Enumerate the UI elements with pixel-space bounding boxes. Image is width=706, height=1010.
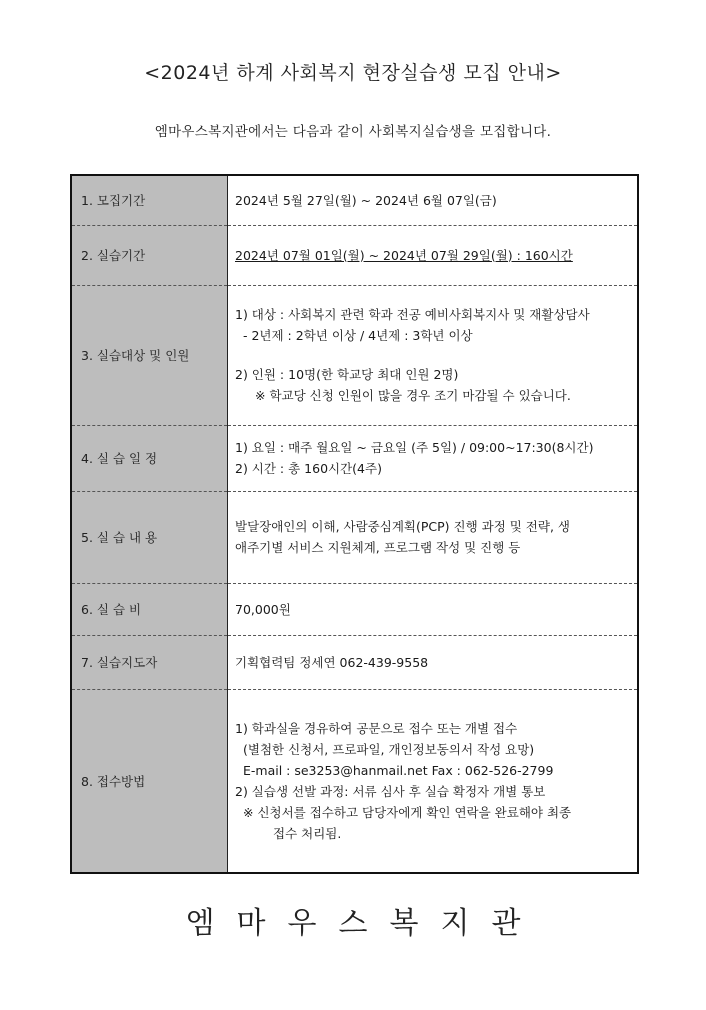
- practice-period-text: 2024년 07월 01일(월) ~ 2024년 07월 29일(월) : 160시간: [235, 247, 573, 263]
- schedule-hours-line: 2) 시간 : 총 160시간(4주): [235, 461, 382, 476]
- row-label-practice-period: 2. 실습기간: [71, 225, 228, 285]
- content-line-1: 발달장애인의 이해, 사람중심계획(PCP) 진행 과정 및 전략, 생: [235, 519, 570, 534]
- application-note-line-2: 접수 처리됨.: [273, 825, 342, 841]
- row-value-recruit-period: [228, 175, 639, 225]
- application-line-1: 1) 학과실을 경유하여 공문으로 접수 또는 개별 접수: [235, 720, 518, 736]
- row-label-recruit-period: 1. 모집기간: [71, 175, 228, 225]
- row-value-target-and-count: [228, 285, 639, 425]
- table-row: [71, 583, 638, 635]
- intro-text: 엠마우스복지관에서는 다음과 같이 사회복지실습생을 모집합니다.: [154, 124, 552, 140]
- row-value-content: [228, 491, 639, 583]
- row-label-content: 5. 실 습 내 용: [71, 491, 228, 583]
- table-row: [71, 225, 638, 285]
- count-line: 2) 인원 : 10명(한 학교당 최대 인원 2명): [235, 367, 459, 382]
- row-label-fee: 6. 실 습 비: [71, 583, 228, 635]
- table-row: [71, 635, 638, 689]
- table-row: [71, 491, 638, 583]
- application-contact-line: E-mail : se3253@hanmail.net Fax : 062-526-2799: [243, 762, 554, 778]
- schedule-days-line: 1) 요일 : 매주 월요일 ~ 금요일 (주 5일) / 09:00~17:30(8시간): [235, 440, 594, 455]
- row-value-application: [228, 689, 639, 873]
- recruit-period-text: 2024년 5월 27일(월) ~ 2024년 6월 07일(금): [235, 192, 497, 208]
- row-label-supervisor: 7. 실습지도자: [71, 635, 228, 689]
- table-row: [71, 425, 638, 491]
- row-label-target-and-count: 3. 실습대상 및 인원: [71, 285, 228, 425]
- early-close-note: ※ 학교당 신청 인원이 많을 경우 조기 마감될 수 있습니다.: [255, 388, 571, 403]
- content-line-2: 애주기별 서비스 지원체계, 프로그램 작성 및 진행 등: [235, 540, 521, 555]
- row-value-schedule: [228, 425, 639, 491]
- row-value-practice-period: [228, 225, 639, 285]
- application-line-2: (별첨한 신청서, 프로파일, 개인정보동의서 작성 요망): [243, 741, 535, 757]
- row-label-schedule: 4. 실 습 일 정: [71, 425, 228, 491]
- grade-line: - 2년제 : 2학년 이상 / 4년제 : 3학년 이상: [243, 328, 473, 343]
- organization-name: 엠마우스복지관: [185, 906, 543, 941]
- recruitment-info-table: [70, 174, 639, 874]
- target-line: 1) 대상 : 사회복지 관련 학과 전공 예비사회복지사 및 재활상담사: [235, 307, 590, 322]
- application-note-line: ※ 신청서를 접수하고 담당자에게 확인 연락을 완료해야 최종: [243, 804, 572, 820]
- table-row: [71, 689, 638, 873]
- spacer: [235, 346, 631, 364]
- page-title: <2024년 하계 사회복지 현장실습생 모집 안내>: [144, 62, 562, 84]
- fee-text: 70,000원: [235, 601, 291, 617]
- table-row: [71, 285, 638, 425]
- supervisor-text: 기획협력팀 정세연 062-439-9558: [235, 654, 429, 670]
- application-line-4: 2) 실습생 선발 과정: 서류 심사 후 실습 확정자 개별 통보: [235, 783, 546, 799]
- table-row: [71, 175, 638, 225]
- row-label-application: 8. 접수방법: [71, 689, 228, 873]
- row-value-fee: [228, 583, 639, 635]
- row-value-supervisor: [228, 635, 639, 689]
